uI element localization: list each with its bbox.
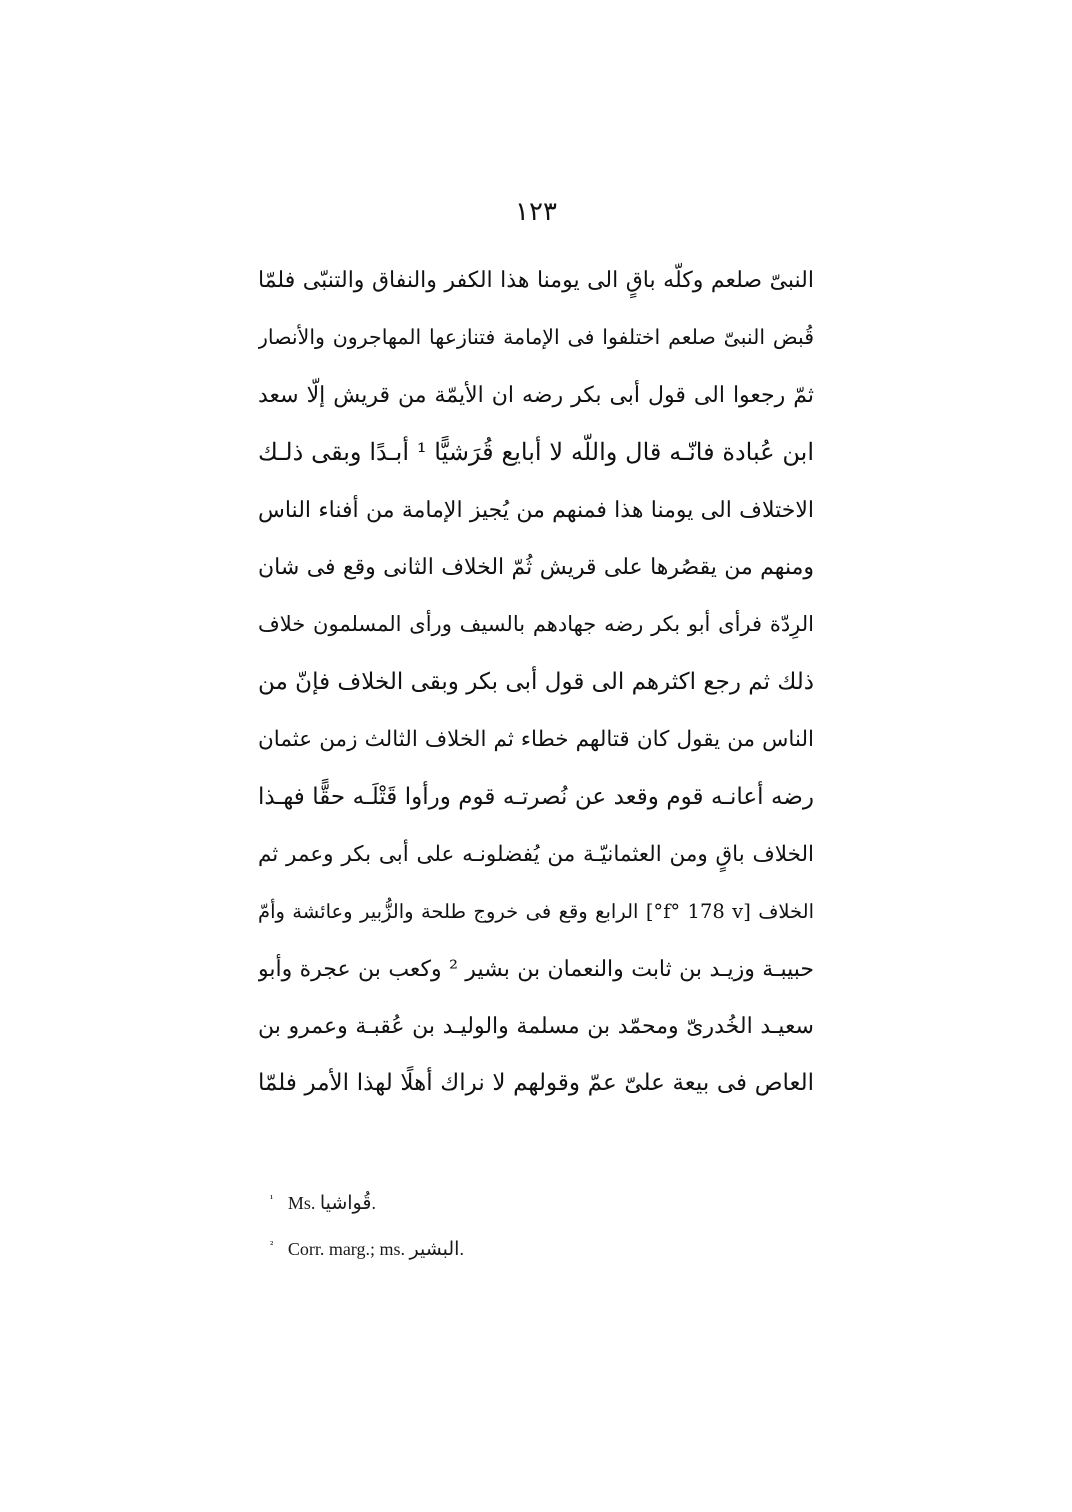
- text-line: النبىّ صلعم وكلّه باقٍ الى يومنا هذا الكفر والنفاق والتنبّى فلمّا: [258, 268, 814, 293]
- footnote-label: Corr. marg.; ms.: [287, 1239, 405, 1259]
- footnote-marker: ²: [270, 1239, 274, 1251]
- text-line: الخلاف باقٍ ومن العثمانيّـة من يُفضلونـه على أبى بكر وعمر ثم: [258, 841, 814, 867]
- text-line: سعيـد الخُدرىّ ومحمّد بن مسلمة والوليـد بن عُقبـة وعمرو بن: [258, 1014, 814, 1040]
- page-number: ١٢٣: [515, 197, 557, 227]
- text-line: ذلك ثم رجع اكثرهم الى قول أبى بكر وبقى الخلاف فإنّ من: [258, 668, 814, 695]
- text-line: حبيبـة وزيـد بن ثابت والنعمان بن بشير ² وكعب بن عجرة وأبو: [258, 956, 814, 982]
- text-line: الرِدّة فرأى أبو بكر رضه جهادهم بالسيف ورأى المسلمون خلاف: [258, 612, 814, 637]
- text-line: ابن عُبادة فانّـه قال واللّه لا أبايع قُرَشيًّا ¹ أبـدًا وبقى ذلـك: [258, 438, 814, 467]
- text-line: الاختلاف الى يومنا هذا فمنهم من يُجيز الإمامة من أفناء الناس: [258, 497, 814, 523]
- footnotes: [270, 1176, 810, 1268]
- text-line: الخلاف [f° 178 v°] الرابع وقع فى خروج طلحة والزُّبير وعائشة وأمّ: [258, 900, 814, 924]
- body-text: [258, 252, 814, 1113]
- text-line: ثمّ رجعوا الى قول أبى بكر رضه ان الأيمّة من قريش إلّا سعد: [258, 382, 814, 408]
- footnote-end-punct: .: [371, 1193, 376, 1213]
- footnote-marker: ¹: [270, 1193, 274, 1205]
- text-line: الناس من يقول كان قتالهم خطاء ثم الخلاف الثالث زمن عثمان: [258, 727, 814, 753]
- footnote-arabic-word: البشير: [409, 1238, 460, 1260]
- footnote-2: [270, 1222, 810, 1268]
- footnote-1: [270, 1176, 810, 1222]
- text-line: العاص فى بيعة علىّ عمّ وقولهم لا نراك أهلًا لهذا الأمر فلمّا: [258, 1070, 814, 1097]
- footnote-end-punct: .: [459, 1239, 464, 1259]
- text-line: رضه أعانـه قوم وقعد عن نُصرتـه قوم ورأوا قَتْلَـه حقًّا فهـذا: [258, 783, 814, 810]
- footnote-arabic-word: قُواشيا: [319, 1192, 372, 1214]
- text-line: ومنهم من يقصُرها على قريش ثُمّ الخلاف الثانى وقع فى شان: [258, 554, 814, 580]
- text-line: قُبض النبىّ صلعم اختلفوا فى الإمامة فتنازعها المهاجرون والأنصار: [258, 325, 814, 350]
- footnote-label: Ms.: [287, 1193, 316, 1213]
